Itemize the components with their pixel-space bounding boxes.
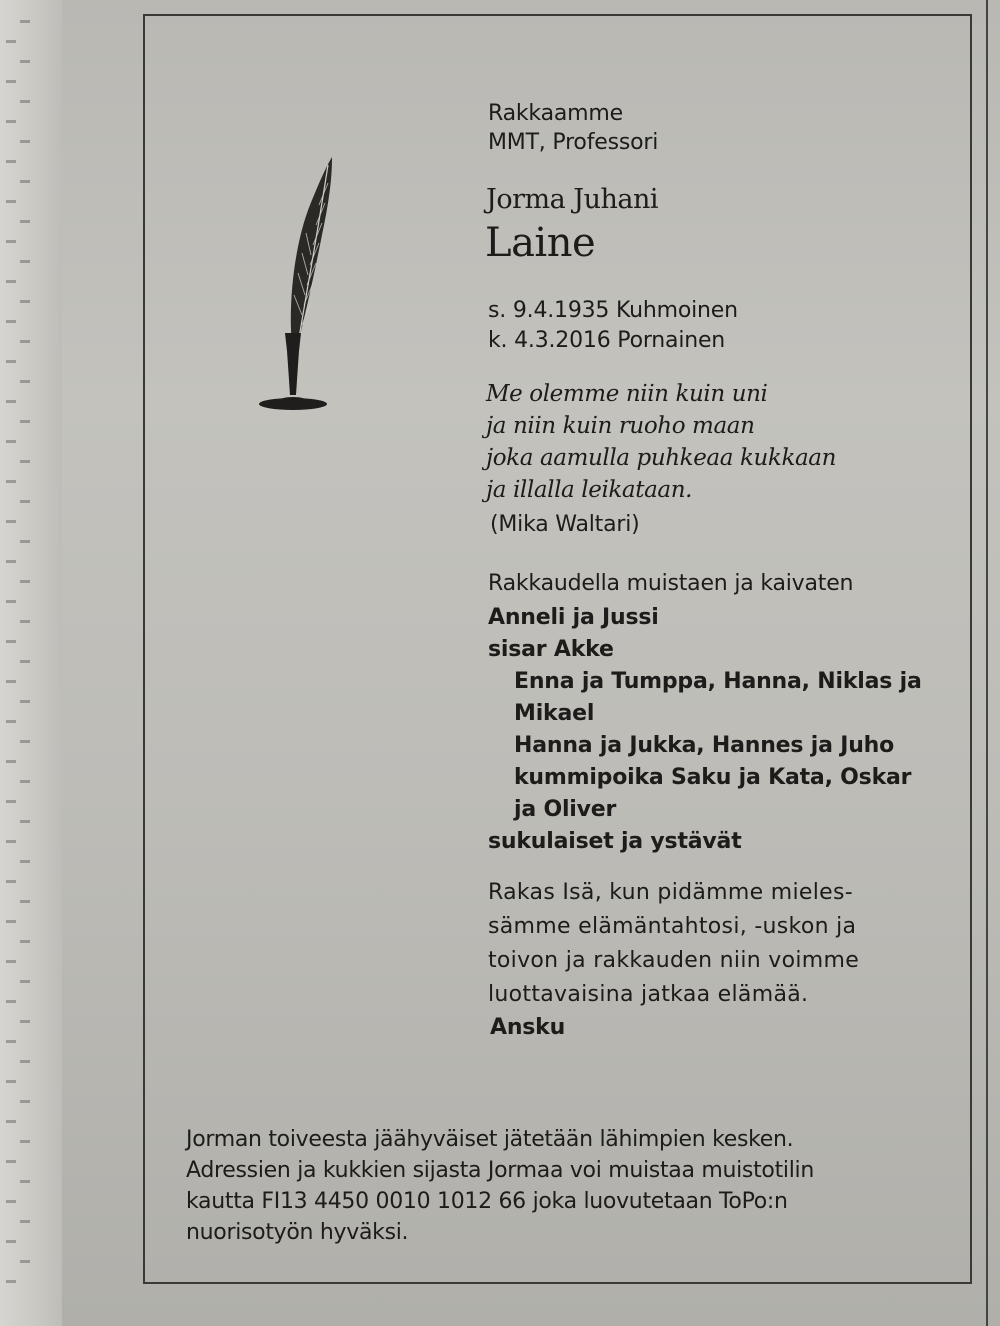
poem-line: Me olemme niin kuin uni [486,381,768,407]
poem [486,378,836,506]
page-edge-mark [6,960,16,963]
page-edge-mark [6,640,16,643]
page-edge-mark [20,780,30,783]
page-edge-mark [20,180,30,183]
page-edge-mark [20,940,30,943]
poem-line: ja niin kuin ruoho maan [486,413,755,439]
page-edge-mark [6,440,16,443]
page-edge-mark [6,80,16,83]
tribute-line: toivon ja rakkauden niin voimme [488,948,860,973]
page-edge-mark [6,840,16,843]
tribute-text [488,876,859,1012]
page-edge-mark [20,1140,30,1143]
page-edge-mark [6,520,16,523]
page-edge-mark [6,1080,16,1083]
page-edge-mark [20,380,30,383]
page-edge-mark [6,760,16,763]
page-edge-mark [20,500,30,503]
page-edge-mark [20,220,30,223]
adjacent-column-rule [986,0,988,1326]
mourners-intro: Rakkaudella muistaen ja kaivaten [488,571,854,596]
page-edge-mark [20,20,30,23]
mourner-line: Hanna ja Jukka, Hannes ja Juho [514,733,895,758]
footer-line: nuorisotyön hyväksi. [186,1220,409,1245]
page-edge-mark [6,360,16,363]
mourner-line: Enna ja Tumppa, Hanna, Niklas ja [514,669,922,694]
mourner-line: Anneli ja Jussi [488,605,659,630]
page-edge-mark [20,340,30,343]
page-edge-mark [20,1260,30,1263]
page-edge-mark [6,1280,16,1283]
page-edge-mark [20,60,30,63]
birth-line: s. 9.4.1935 Kuhmoinen [488,298,738,323]
page-edge-mark [20,540,30,543]
page-edge-mark [20,460,30,463]
page-edge-mark [20,620,30,623]
mourners-list [488,602,922,858]
tribute-line: sämme elämäntahtosi, -uskon ja [488,914,857,939]
footer-line: kautta FI13 4450 0010 1012 66 joka luovutetaan ToPo:n [186,1189,788,1214]
mourner-line: sisar Akke [488,637,614,662]
page-edge-mark [20,900,30,903]
page-edge-mark [6,1040,16,1043]
footer-line: Jorman toiveesta jäähyväiset jätetään lähimpien kesken. [186,1127,794,1152]
page-edge-mark [20,1100,30,1103]
page-edge-mark [6,1120,16,1123]
page-edge-mark [6,40,16,43]
page-edge-mark [20,1020,30,1023]
poem-line: ja illalla leikataan. [486,477,693,503]
page-edge-mark [20,580,30,583]
page-edge-mark [6,1160,16,1163]
page-edge-mark [6,560,16,563]
page-edge-mark [6,160,16,163]
page-edge-mark [20,980,30,983]
page-edge-mark [6,400,16,403]
page-edge-mark [20,1060,30,1063]
mourner-line: kummipoika Saku ja Kata, Oskar [514,765,912,790]
quill-inkwell-icon [258,155,338,415]
profession-line: MMT, Professori [488,130,659,155]
page-edge-mark [20,300,30,303]
page-edge-mark [6,920,16,923]
page-edge-mark [6,200,16,203]
footer-line: Adressien ja kukkien sijasta Jormaa voi muistaa muistotilin [186,1158,814,1183]
page-edge-mark [6,800,16,803]
page-edge-mark [6,480,16,483]
page-edge-mark [6,120,16,123]
page-edge-mark [6,880,16,883]
tribute-signature: Ansku [490,1015,566,1040]
page-edge-mark [20,260,30,263]
page-edge-mark [20,1180,30,1183]
page-edge-mark [6,680,16,683]
deceased-first-names: Jorma Juhani [486,184,658,215]
page-edge-mark [20,100,30,103]
page-edge-mark [6,240,16,243]
page-edge-mark [20,740,30,743]
page-edge-mark [20,420,30,423]
page-edge-mark [6,720,16,723]
page-edge-mark [6,280,16,283]
mourner-line: Mikael [514,701,595,726]
adjacent-page-edge [0,0,62,1326]
page-edge-mark [6,320,16,323]
page-edge-mark [20,140,30,143]
death-line: k. 4.3.2016 Pornainen [488,328,726,353]
page-edge-mark [6,600,16,603]
page-edge-mark [6,1240,16,1243]
poem-author: (Mika Waltari) [490,512,640,537]
funeral-notice-footer [186,1124,814,1248]
tribute-line: Rakas Isä, kun pidämme mieles- [488,880,853,905]
page-edge-mark [20,820,30,823]
poem-line: joka aamulla puhkeaa kukkaan [486,445,837,471]
mourner-line: ja Oliver [514,797,617,822]
deceased-surname: Laine [485,220,596,266]
page-edge-mark [20,860,30,863]
mourner-line: sukulaiset ja ystävät [488,829,742,854]
intro-line: Rakkaamme [488,101,623,126]
page-edge-mark [20,660,30,663]
tribute-line: luottavaisina jatkaa elämää. [488,982,809,1007]
page-edge-mark [6,1200,16,1203]
page-edge-mark [20,700,30,703]
page-edge-mark [6,1000,16,1003]
page-edge-mark [20,1220,30,1223]
